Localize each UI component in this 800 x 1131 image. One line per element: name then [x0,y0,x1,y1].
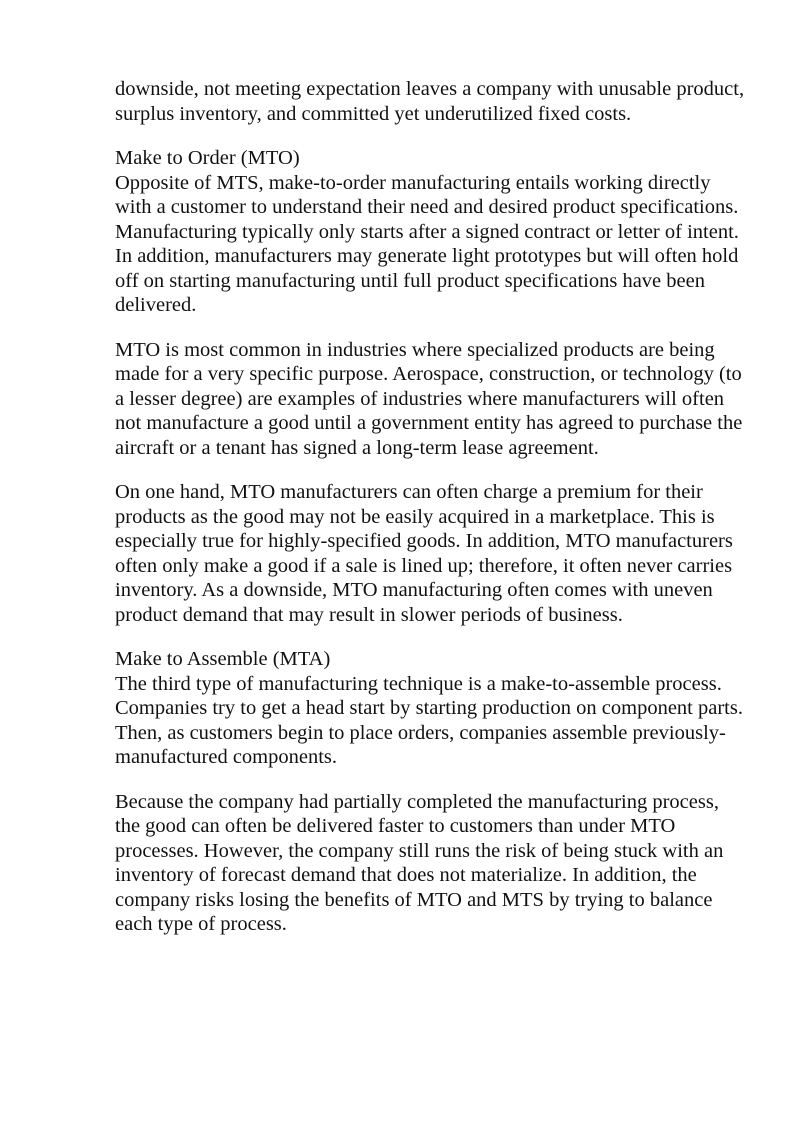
document-page [115,77,745,957]
section-mto [115,146,745,318]
intro-continuation-paragraph: downside, not meeting expectation leaves a company with unusable product, surplus inventory, and committed yet underutilized fixed costs. [115,78,745,125]
section-mta [115,647,745,770]
paragraph-mto-definition: Opposite of MTS, make-to-order manufacturing entails working directly with a customer to understand their need and desired product specifications. Manufacturing typically only starts after a signed contract or letter of intent. In addition, manufacturers may generate light prototypes but will often hold off on starting manufacturing until full product specifications have been delivered. [115,171,739,316]
section-heading-mto: Make to Order (MTO) [115,147,300,169]
paragraph-mta-definition: The third type of manufacturing technique is a make-to-assemble process. Companies try to get a head start by starting production on component parts. Then, as customers begin to place orders, companies assemble previously-manufactured components. [115,672,743,768]
paragraph-mto-pros-cons: On one hand, MTO manufacturers can often charge a premium for their products as the good may not be easily acquired in a marketplace. This is especially true for highly-specified goods. In addition, MTO manufacturers often only make a good if a sale is lined up; therefore, it often never carries inventory. As a downside, MTO manufacturing often comes with uneven product demand that may result in slower periods of business. [115,481,733,626]
paragraph-mta-tradeoffs: Because the company had partially completed the manufacturing process, the good can often be delivered faster to customers than under MTO processes. However, the company still runs the risk of being stuck with an inventory of forecast demand that does not materialize. In addition, the company risks losing the benefits of MTO and MTS by trying to balance each type of process. [115,790,724,935]
section-heading-mta: Make to Assemble (MTA) [115,648,331,670]
paragraph-mto-industries: MTO is most common in industries where specialized products are being made for a very specific purpose. Aerospace, construction, or technology (to a lesser degree) are examples of industries where manufacturers will often not manufacture a good until a government entity has agreed to purchase the aircraft or a tenant has signed a long-term lease agreement. [115,338,743,459]
